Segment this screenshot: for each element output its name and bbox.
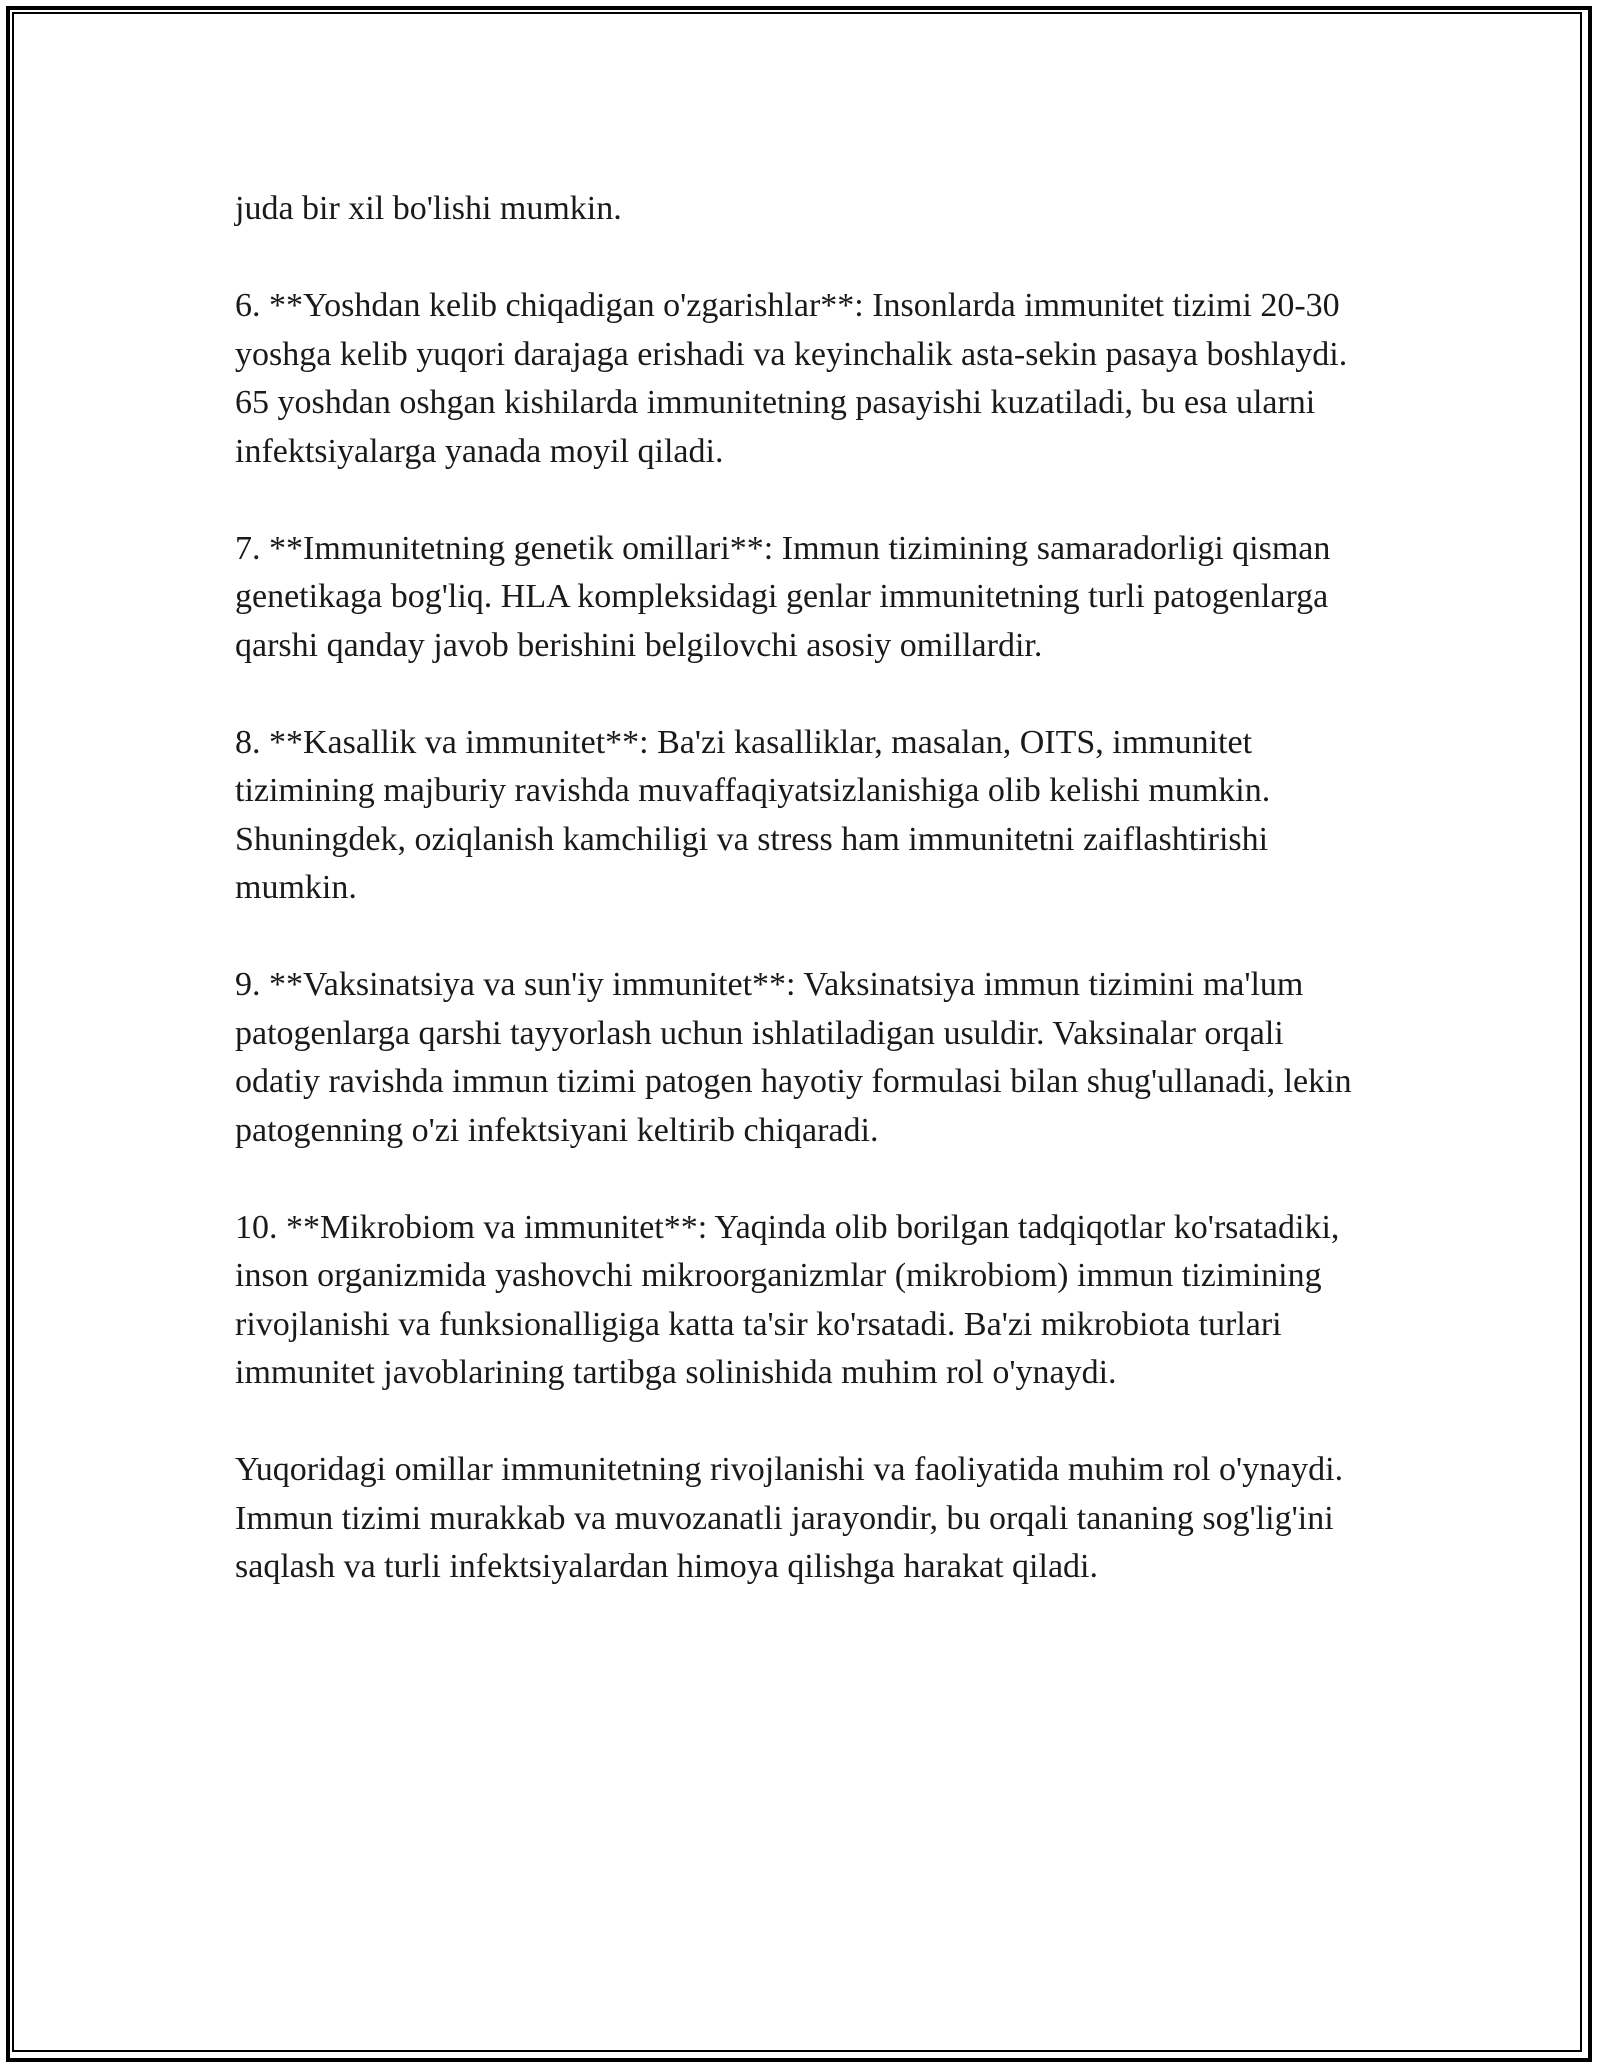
paragraph-conclusion: Yuqoridagi omillar immunitetning rivojlanishi va faoliyatida muhim rol o'ynaydi. Immun tizimi murakkab va muvozanatli jarayondir, bu orqali tananing sog'lig'ini saqlash va turli infektsiyalardan himoya qilishga harakat qiladi. <box>235 1451 1344 1585</box>
paragraph-continuation: juda bir xil bo'lishi mumkin. <box>235 190 622 227</box>
paragraph-item-6: 6. **Yoshdan kelib chiqadigan o'zgarishlar**: Insonlarda immunitet tizimi 20-30 yoshga kelib yuqori darajaga erishadi va keyinchalik asta-sekin pasaya boshlaydi. 65 yoshdan oshgan kishilarda immunitetning pasayishi kuzatiladi, bu esa ularni infektsiyalarga yanada moyil qiladi. <box>235 287 1348 470</box>
paragraph-item-7: 7. **Immunitetning genetik omillari**: Immun tizimining samaradorligi qisman genetikaga bog'liq. HLA kompleksidagi genlar immunitetning turli patogenlarga qarshi qanday javob berishini belgilovchi asosiy omillardir. <box>235 529 1331 664</box>
paragraph-item-10: 10. **Mikrobiom va immunitet**: Yaqinda olib borilgan tadqiqotlar ko'rsatadiki, inson organizmida yashovchi mikroorganizmlar (mikrobiom) immun tizimining rivojlanishi va funksionalligiga katta ta'sir ko'rsatadi. Ba'zi mikrobiota turlari immunitet javoblarining tartibga solinishida muhim rol o'ynaydi. <box>235 1208 1340 1391</box>
document-body <box>235 185 1355 1592</box>
paragraph-item-9: 9. **Vaksinatsiya va sun'iy immunitet**: Vaksinatsiya immun tizimini ma'lum patogenlarga qarshi tayyorlash uchun ishlatiladigan usuldir. Vaksinalar orqali odatiy ravishda immun tizimi patogen hayotiy formulasi bilan shug'ullanadi, lekin patogenning o'zi infektsiyani keltirib chiqaradi. <box>235 966 1352 1149</box>
paragraph-item-8: 8. **Kasallik va immunitet**: Ba'zi kasalliklar, masalan, OITS, immunitet tizimining majburiy ravishda muvaffaqiyatsizlanishiga olib kelishi mumkin. Shuningdek, oziqlanish kamchiligi va stress ham immunitetni zaiflashtirishi mumkin. <box>235 723 1271 906</box>
